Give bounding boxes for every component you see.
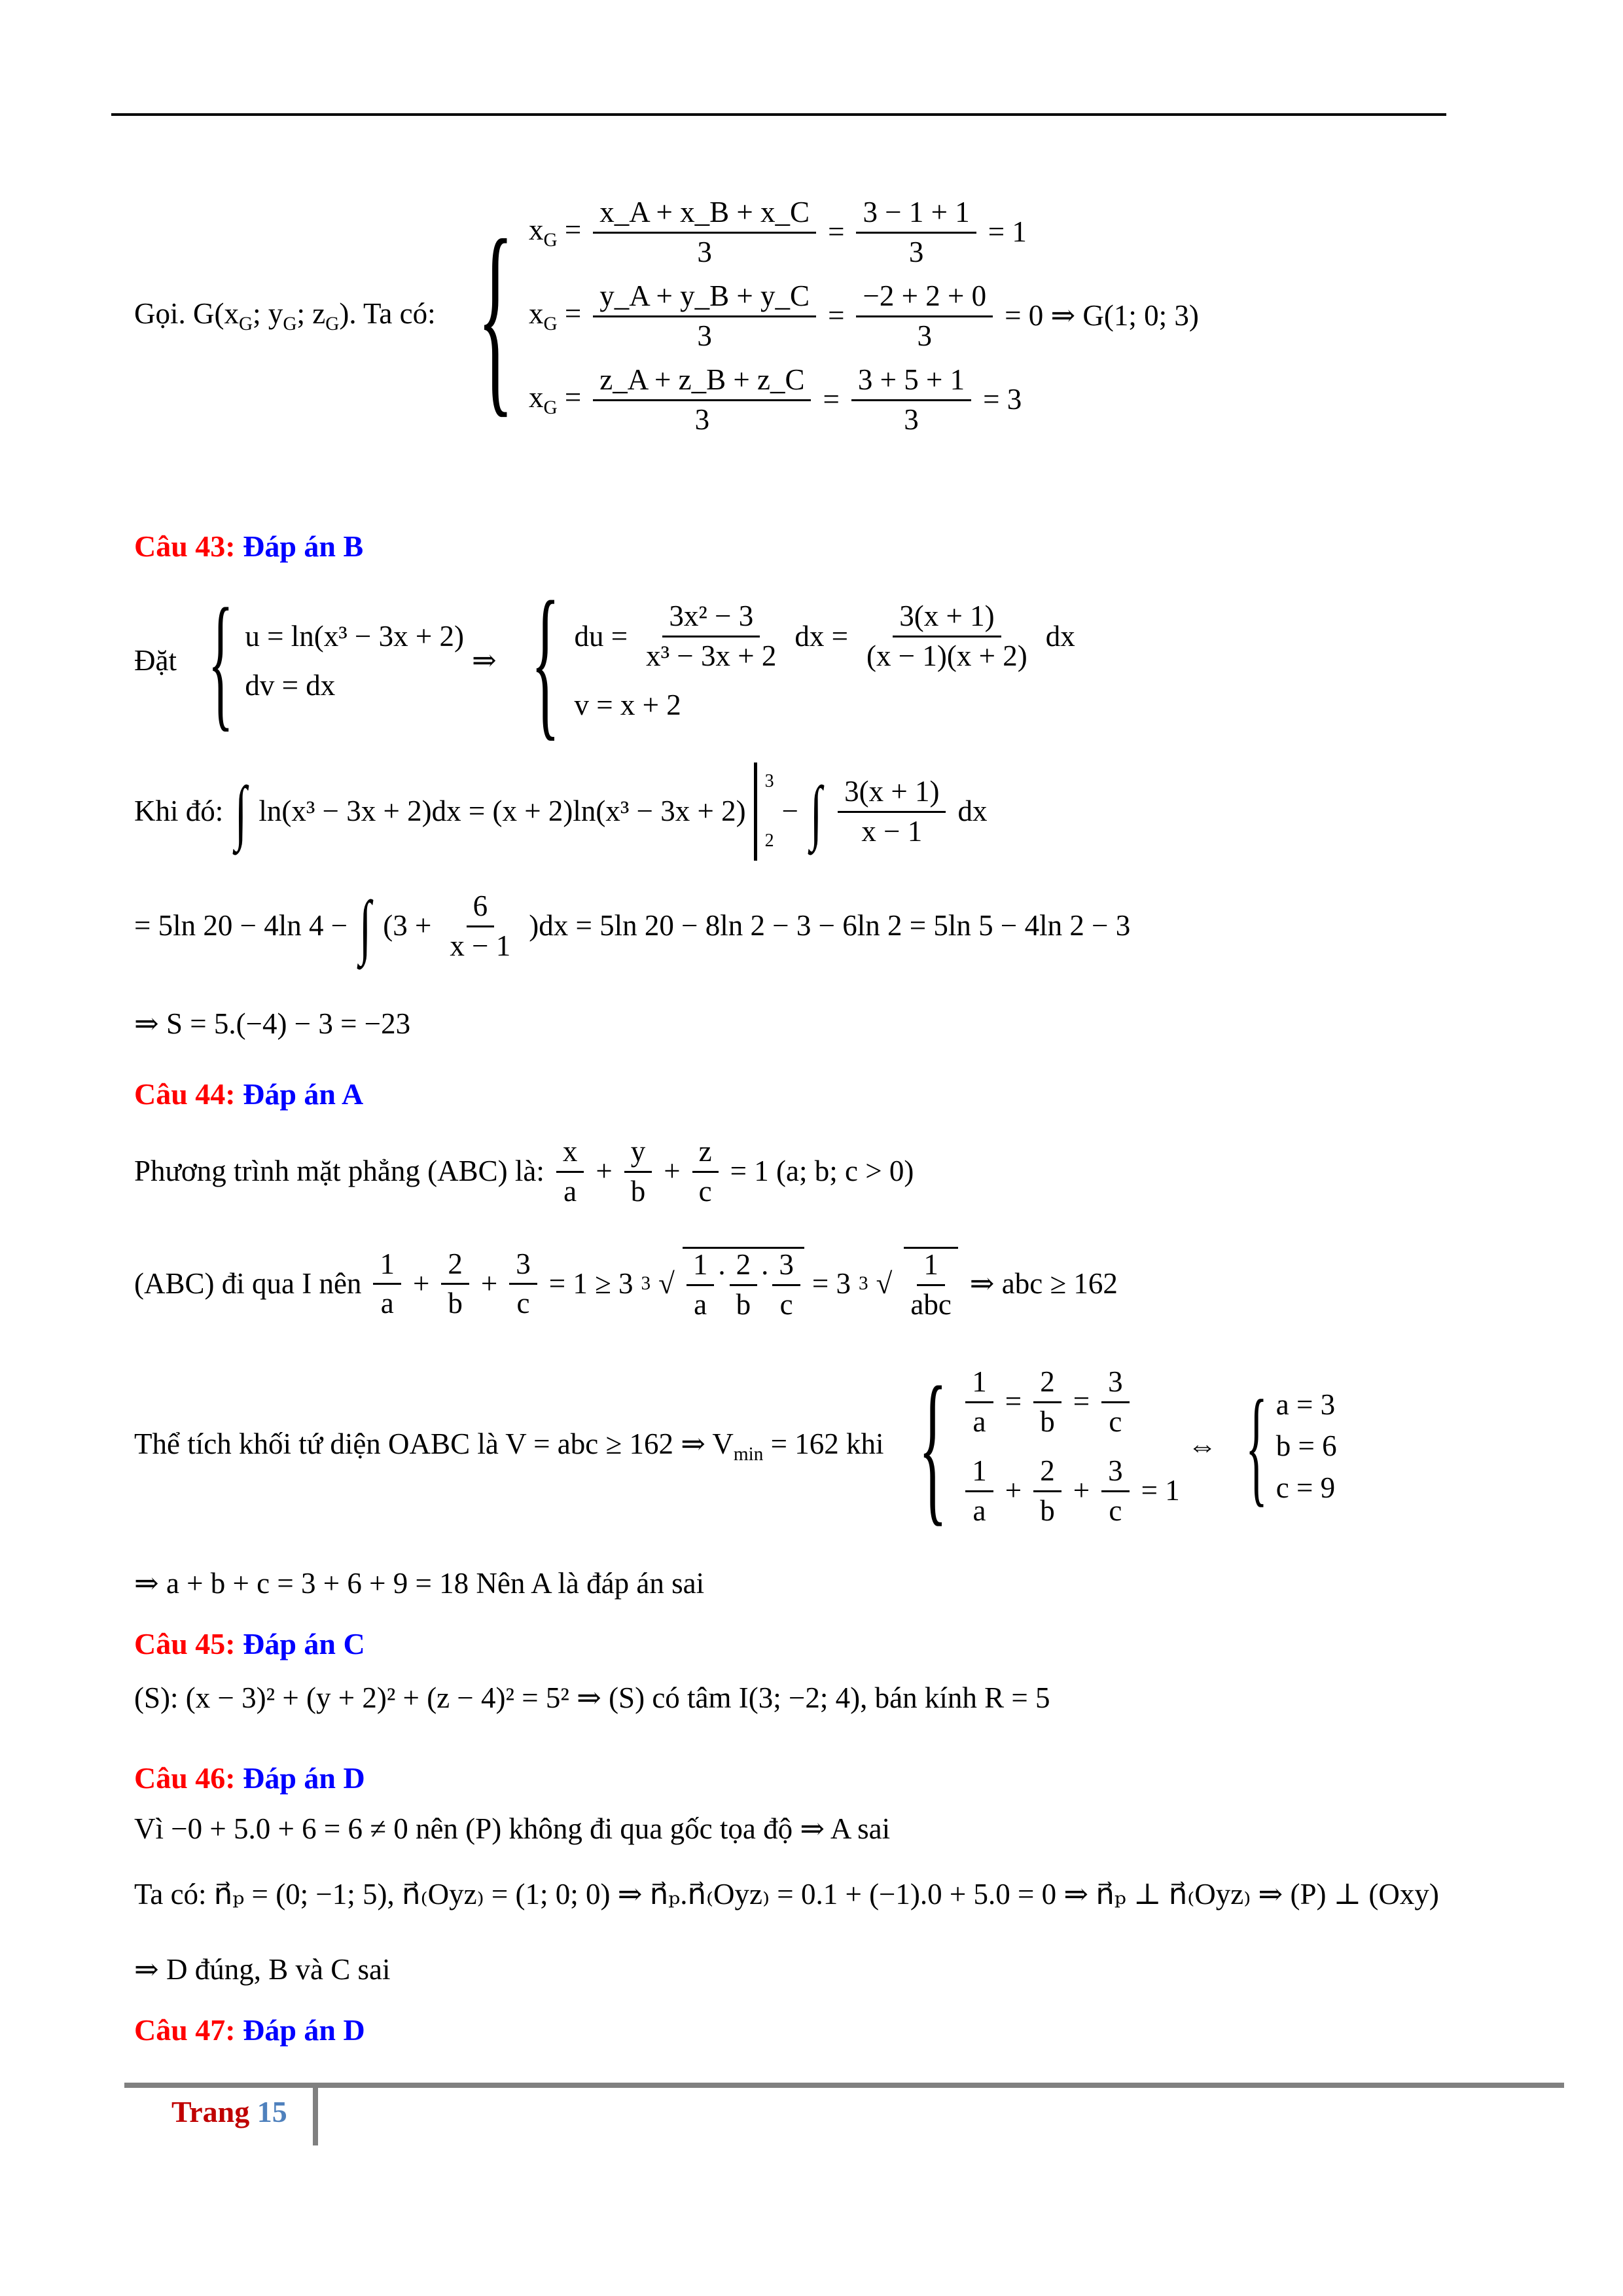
q43-integration: Khi đó: ∫ ln(x³ − 3x + 2)dx = (x + 2)ln(x³ − 3x + 2) 3 2 − ∫ $\frac{3(x + 1)}{x - 1}$ dx — [134, 762, 987, 861]
integral-sign: ∫ — [359, 886, 372, 966]
header-rule — [111, 113, 1446, 116]
integral-sign: ∫ — [235, 772, 247, 852]
brace-left: { — [207, 577, 234, 744]
q45-sphere: (S): (x − 3)² + (y + 2)² + (z − 4)² = 5² ⇒ (S) có tâm I(3; −2; 4), bán kính R = 5 — [134, 1681, 1050, 1714]
centroid-z-eq: $x_G$ = $\frac{z\_A + z\_B + z\_C}{3}$ = $\frac{3 + 5 + 1}{3}$ = 3 — [528, 363, 1022, 436]
evaluation-bar — [754, 762, 757, 861]
brace-left: { — [918, 1352, 947, 1541]
brace-right: { — [531, 567, 560, 755]
q44-header: Câu 44: Đáp án A — [134, 1077, 364, 1111]
centroid-x-eq: $x_G$ = $\frac{x\_A + x\_B + x\_C}{3}$ = $\frac{3 - 1 + 1}{3}$ = 1 — [528, 196, 1027, 268]
q46-header: Câu 46: Đáp án D — [134, 1761, 365, 1795]
q43-substitution: Đặt { u = ln(x³ − 3x + 2) dv = dx ⇒ { du = $\frac{\text{3x² − 3}}{\text{x³ − 3x + 2}}$ dx = $\frac{3(x + 1)}{(x - 1)(x + 2)}$ dx v = x + 2 — [134, 567, 1075, 755]
q44-conclusion: ⇒ a + b + c = 3 + 6 + 9 = 18 Nên A là đáp án sai — [134, 1567, 705, 1600]
q46-line3: ⇒ D đúng, B và C sai — [134, 1953, 391, 1986]
integral-sign: ∫ — [810, 772, 823, 852]
centroid-y-eq: $x_G$ = $\frac{y\_A + y\_B + y\_C}{3}$ = $\frac{-2 + 2 + 0}{3}$ = 0 ⇒ G(1; 0; 3) — [528, 279, 1199, 352]
system-brace: { — [477, 196, 514, 435]
q44-volume: Thể tích khối tứ diện OABC là V = abc ≥ 162 ⇒ $V_{min} = 162$ khi { $\frac{1}{a}$ = $\frac{2}{b}$ = $\frac{3}{c}$ $\frac{1}{a}$ + $\frac{2}{b}$ + $\frac{3}{c}$ = 1 ⇔ { a = 3 b = 6 c = 9 — [134, 1352, 1337, 1541]
q45-header: Câu 45: Đáp án C — [134, 1627, 365, 1660]
brace-right: { — [1245, 1374, 1268, 1518]
footer-divider — [313, 2083, 318, 2145]
q43-header: Câu 43: Đáp án B — [134, 529, 364, 563]
q47-header: Câu 47: Đáp án D — [134, 2013, 365, 2047]
q44-inequality: (ABC) đi qua I nên $\frac{1}{a}$ + $\frac{2}{b}$ + $\frac{3}{c}$ = 1 ≥ 3 3 √ $\frac{1}{a}$ . $\frac{2}{b}$ . $\frac{3}{c}$ = 3 3 √ $\frac{1}{\text{abc}}$ ⇒ abc ≥ 162 — [134, 1247, 1118, 1321]
centroid-system — [529, 196, 1199, 436]
q46-line1: Vì −0 + 5.0 + 6 = 6 ≠ 0 nên (P) không đi qua gốc tọa độ ⇒ A sai — [134, 1812, 891, 1845]
q44-plane-equation: Phương trình mặt phẳng (ABC) là: $\frac{x}{a}$ + $\frac{y}{b}$ + $\frac{z}{c}$ = 1 (a; b; c > 0) — [134, 1135, 914, 1208]
q43-evaluation: = 5ln 20 − 4ln 4 − ∫ (3 + $\frac{6}{x - 1}$ )dx = 5ln 20 − 8ln 2 − 3 − 6ln 2 = 5ln 5 − 4ln 2 − 3 — [134, 886, 1131, 966]
page-number: Trang 15 — [171, 2095, 287, 2128]
q43-result: ⇒ S = 5.(−4) − 3 = −23 — [134, 1007, 411, 1040]
q46-line2: Ta có: n⃗ₚ = (0; −1; 5), n⃗₍Oyz₎ = (1; 0; 0) ⇒ n⃗ₚ.n⃗₍Oyz₎ = 0.1 + (−1).0 + 5.0 = 0 ⇒ n⃗ₚ ⊥ n⃗₍Oyz₎ ⇒ (P) ⊥ (Oxy) — [134, 1878, 1439, 1910]
footer-rule — [124, 2083, 1564, 2088]
centroid-solution — [134, 196, 1199, 436]
centroid-intro: Gọi. $G(x_G$; $y_G$; $z_G$). Ta có: — [134, 296, 436, 334]
